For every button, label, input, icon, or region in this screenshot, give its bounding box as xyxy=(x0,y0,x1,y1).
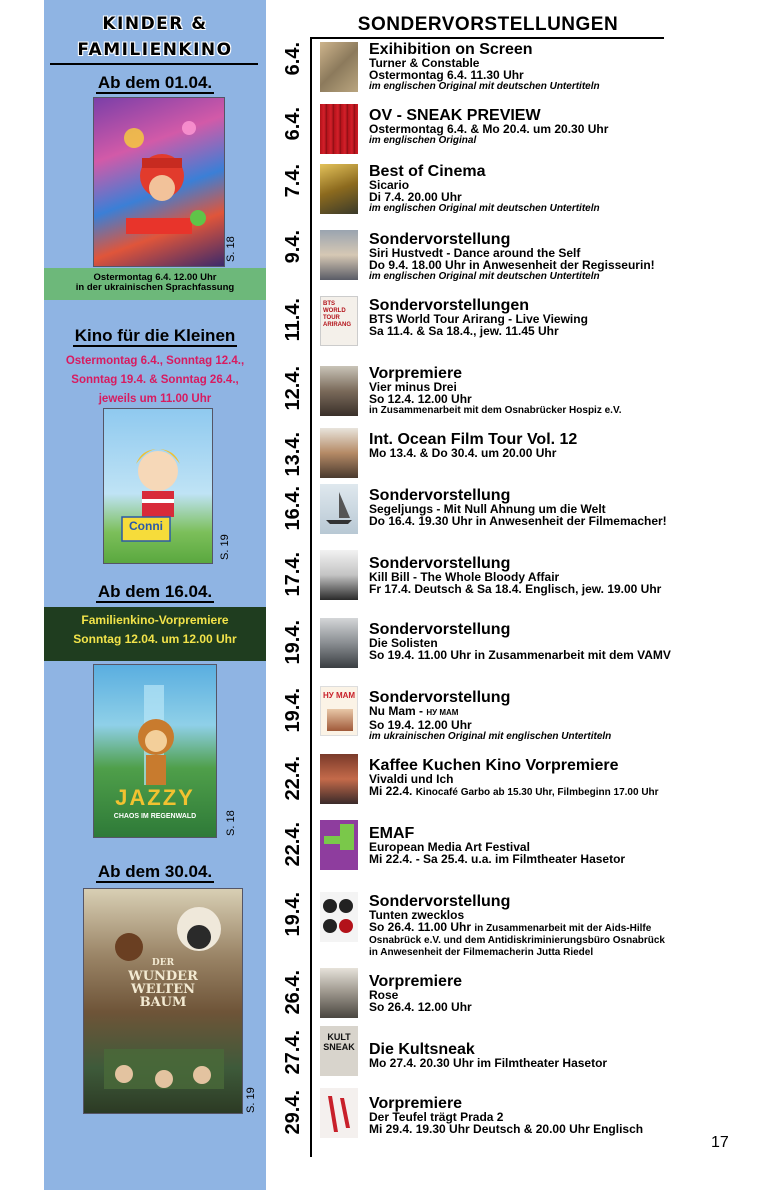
event-film-original-title: НУ МАМ xyxy=(426,708,459,717)
sidebar-title-rule xyxy=(50,63,258,65)
section1-note-line1: Ostermontag 6.4. 12.00 Uhr xyxy=(93,272,217,283)
event-film: Segeljungs - Mit Null Ahnung um die Welt xyxy=(369,502,606,516)
event-title: Sondervorstellung xyxy=(369,893,511,910)
event-date: 19.4. xyxy=(282,620,304,665)
poster-jazzy xyxy=(93,664,217,838)
event-note: im englischen Original mit deutschen Untertiteln xyxy=(369,203,600,214)
event-film: Nu Mam - НУ МАМ xyxy=(369,704,459,718)
event-entry xyxy=(369,622,749,661)
poster-title-line2: WUNDER xyxy=(128,969,198,984)
event-thumbnail xyxy=(320,296,358,346)
event-cooperation: Osnabrück e.V. und dem Antidiskriminierungsbüro Osnabrück xyxy=(369,935,665,946)
section3-box-line1: Familienkino-Vorpremiere xyxy=(81,613,229,627)
event-details: So 19.4. 11.00 Uhr in Zusammenarbeit mit dem VAMV xyxy=(369,648,671,662)
event-thumbnail xyxy=(320,366,358,416)
event-details: So 19.4. 12.00 Uhr xyxy=(369,718,472,732)
event-entry xyxy=(369,232,749,282)
event-thumbnail xyxy=(320,618,358,668)
event-title: Vorpremiere xyxy=(369,365,463,382)
event-film: Turner & Constable xyxy=(369,56,480,70)
wunderweltenbaum-poster-title xyxy=(84,957,242,1009)
event-thumbnail xyxy=(320,550,358,600)
section1-note-box xyxy=(44,268,266,300)
event-date: 17.4. xyxy=(282,552,304,597)
event-details: Mo 27.4. 20.30 Uhr im Filmtheater Hasetor xyxy=(369,1056,608,1070)
section2-times-line3: jeweils um 11.00 Uhr xyxy=(98,393,212,405)
event-details: Mo 13.4. & Do 30.4. um 20.00 Uhr xyxy=(369,446,557,460)
event-entry xyxy=(369,432,749,459)
event-date: 29.4. xyxy=(282,1090,304,1135)
section2-times xyxy=(44,352,266,409)
event-title: Vorpremiere xyxy=(369,973,463,990)
event-entry xyxy=(369,690,749,742)
event-thumbnail xyxy=(320,484,358,534)
event-note: im englischen Original mit deutschen Untertiteln xyxy=(369,81,600,92)
event-title: Kaffee Kuchen Kino Vorpremiere xyxy=(369,757,619,774)
poster-conni xyxy=(103,408,213,564)
event-date: 22.4. xyxy=(282,822,304,867)
bts-thumb-text: BTS WORLD TOUR ARIRANG xyxy=(323,301,351,328)
event-film: European Media Art Festival xyxy=(369,840,530,854)
event-date: 12.4. xyxy=(282,366,304,411)
event-thumbnail xyxy=(320,42,358,92)
event-note: im ukrainischen Original mit englischen Untertiteln xyxy=(369,731,612,742)
section3-page-ref: S. 18 xyxy=(225,810,237,836)
event-details: So 12.4. 12.00 Uhr xyxy=(369,392,472,406)
event-film: Die Solisten xyxy=(369,636,438,650)
event-entry xyxy=(369,366,749,416)
event-entry xyxy=(369,894,749,959)
kultsneak-thumb-text: KULT SNEAK xyxy=(323,1032,355,1052)
event-details: Mi 22.4. - Sa 25.4. u.a. im Filmtheater Hasetor xyxy=(369,852,626,866)
page-number: 17 xyxy=(711,1134,729,1151)
event-film: Vivaldi und Ich xyxy=(369,772,454,786)
section3-box-line2: Sonntag 12.04. um 12.00 Uhr xyxy=(73,632,237,646)
event-film: Sicario xyxy=(369,178,410,192)
event-film: BTS World Tour Arirang - Live Viewing xyxy=(369,312,588,326)
event-entry xyxy=(369,298,749,337)
event-details-extra: in Zusammenarbeit mit der Aids-Hilfe xyxy=(474,923,652,934)
event-guest: in Anwesenheit der Filmemacherin Jutta Riedel xyxy=(369,947,594,958)
event-thumbnail xyxy=(320,104,358,154)
event-thumbnail xyxy=(320,230,358,280)
event-details-extra: Kinocafé Garbo ab 15.30 Uhr, Filmbeginn 17.00 Uhr xyxy=(415,787,659,798)
numam-thumb-text: НУ МАМ xyxy=(323,691,356,700)
event-entry xyxy=(369,826,749,865)
event-entry xyxy=(369,974,749,1013)
event-thumbnail xyxy=(320,164,358,214)
jazzy-poster-subtitle: CHAOS IM REGENWALD xyxy=(113,813,197,820)
section2-times-line1: Ostermontag 6.4., Sonntag 12.4., xyxy=(65,355,245,367)
event-thumbnail xyxy=(320,754,358,804)
mario-poster-art xyxy=(94,98,224,266)
poster-title-line4: BAUM xyxy=(139,995,187,1010)
event-title: Best of Cinema xyxy=(369,163,486,180)
section3-heading: Ab dem 16.04. xyxy=(97,582,213,601)
event-details: So 26.4. 12.00 Uhr xyxy=(369,1000,472,1014)
event-title: Int. Ocean Film Tour Vol. 12 xyxy=(369,431,578,448)
event-title: Sondervorstellung xyxy=(369,555,511,572)
timeline-divider xyxy=(310,37,312,1157)
event-thumbnail xyxy=(320,428,358,478)
event-date: 11.4. xyxy=(282,298,304,342)
event-date: 9.4. xyxy=(282,230,304,264)
event-title: Sondervorstellungen xyxy=(369,297,530,314)
event-thumbnail xyxy=(320,892,358,942)
event-entry xyxy=(369,758,749,799)
section4-page-ref: S. 19 xyxy=(245,1087,257,1113)
event-details: Mi 29.4. 19.30 Uhr Deutsch & 20.00 Uhr Englisch xyxy=(369,1122,644,1136)
jazzy-poster-title: JAZZY xyxy=(115,785,195,810)
sailboat-thumb-icon xyxy=(320,484,358,534)
event-title: Sondervorstellung xyxy=(369,487,511,504)
section1-page-ref: S. 18 xyxy=(225,236,237,262)
event-details: Sa 11.4. & Sa 18.4., jew. 11.45 Uhr xyxy=(369,324,559,338)
event-film: Siri Hustvedt - Dance around the Self xyxy=(369,246,581,260)
event-entry xyxy=(369,488,749,527)
event-date: 7.4. xyxy=(282,164,304,198)
event-film: Vier minus Drei xyxy=(369,380,457,394)
event-entry xyxy=(369,108,749,146)
event-details: Fr 17.4. Deutsch & Sa 18.4. Englisch, jew. 19.00 Uhr xyxy=(369,582,662,596)
sidebar-title-line2: FAMILIENKINO xyxy=(77,40,233,60)
event-details: Mi 22.4. Kinocafé Garbo ab 15.30 Uhr, Filmbeginn 17.00 Uhr xyxy=(369,784,659,798)
special-screenings-title: SONDERVORSTELLUNGEN xyxy=(357,14,619,35)
event-date: 16.4. xyxy=(282,486,304,531)
event-date: 27.4. xyxy=(282,1030,304,1075)
section2-page-ref: S. 19 xyxy=(219,534,231,560)
event-date: 26.4. xyxy=(282,970,304,1015)
event-film: Der Teufel trägt Prada 2 xyxy=(369,1110,504,1124)
event-entry xyxy=(369,1096,749,1135)
emaf-thumb-art xyxy=(320,820,358,870)
event-date: 13.4. xyxy=(282,432,304,477)
event-title: Sondervorstellung xyxy=(369,621,511,638)
event-thumbnail xyxy=(320,820,358,870)
section2-heading: Kino für die Kleinen xyxy=(74,326,236,345)
event-thumbnail xyxy=(320,686,358,736)
event-details: Ostermontag 6.4. 11.30 Uhr xyxy=(369,68,524,82)
poster-wunderweltenbaum xyxy=(83,888,243,1114)
event-date: 19.4. xyxy=(282,688,304,733)
event-date: 19.4. xyxy=(282,892,304,937)
jazzy-poster-art xyxy=(94,665,216,837)
section3-preview-box xyxy=(44,607,266,661)
event-title: Vorpremiere xyxy=(369,1095,463,1112)
event-title: EMAF xyxy=(369,825,415,842)
event-date: 6.4. xyxy=(282,42,304,76)
event-film: Kill Bill - The Whole Bloody Affair xyxy=(369,570,560,584)
conni-poster-art xyxy=(104,409,212,563)
numam-thumb-art xyxy=(327,709,353,731)
tunten-thumb-art xyxy=(320,892,358,942)
event-details: Do 16.4. 19.30 Uhr in Anwesenheit der Filmemacher! xyxy=(369,514,667,528)
section1-heading: Ab dem 01.04. xyxy=(97,73,213,92)
event-entry xyxy=(369,42,749,92)
event-thumbnail xyxy=(320,968,358,1018)
poster-mario xyxy=(93,97,225,267)
section4-heading: Ab dem 30.04. xyxy=(97,862,213,881)
prada-thumb-art xyxy=(320,1088,358,1138)
section1-note-line2: in der ukrainischen Sprachfassung xyxy=(75,282,235,293)
event-details: Ostermontag 6.4. & Mo 20.4. um 20.30 Uhr xyxy=(369,122,609,136)
event-details: Do 9.4. 18.00 Uhr in Anwesenheit der Regisseurin! xyxy=(369,258,655,272)
event-title: Exihibition on Screen xyxy=(369,41,533,58)
conni-poster-title: Conni xyxy=(129,519,163,533)
event-note: im englischen Original xyxy=(369,135,477,146)
section2-times-line2: Sonntag 19.4. & Sonntag 26.4., xyxy=(71,374,239,386)
event-title: OV - SNEAK PREVIEW xyxy=(369,107,541,124)
poster-title-line3: WELTEN xyxy=(130,982,196,997)
poster-title-line1: DER xyxy=(151,958,175,968)
event-thumbnail xyxy=(320,1088,358,1138)
event-title: Sondervorstellung xyxy=(369,689,511,706)
sidebar-title-line1: KINDER & xyxy=(102,14,208,34)
event-details: Di 7.4. 20.00 Uhr xyxy=(369,190,462,204)
title-rule xyxy=(312,37,664,39)
event-film: Rose xyxy=(369,988,399,1002)
event-cooperation: in Zusammenarbeit mit dem Osnabrücker Hospiz e.V. xyxy=(369,405,622,416)
event-note: im englischen Original mit deutschen Untertiteln xyxy=(369,271,600,282)
event-entry xyxy=(369,1042,749,1069)
event-title: Sondervorstellung xyxy=(369,231,511,248)
event-date: 22.4. xyxy=(282,756,304,801)
event-details: So 26.4. 11.00 Uhr in Zusammenarbeit mit der Aids-Hilfe xyxy=(369,920,652,934)
event-title: Die Kultsneak xyxy=(369,1041,475,1058)
event-entry xyxy=(369,556,749,595)
event-date: 6.4. xyxy=(282,107,304,141)
event-entry xyxy=(369,164,749,214)
event-film: Tunten zwecklos xyxy=(369,908,465,922)
event-thumbnail xyxy=(320,1026,358,1076)
